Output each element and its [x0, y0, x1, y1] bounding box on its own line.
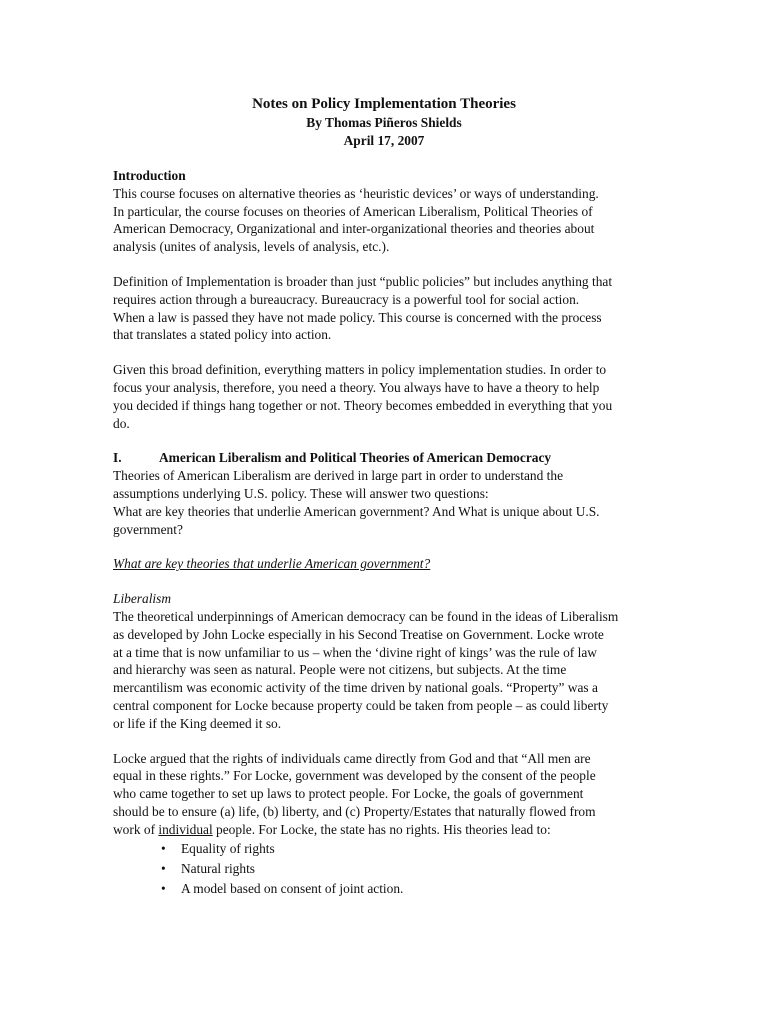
section-1-title: American Liberalism and Political Theories of American Democracy — [159, 450, 552, 466]
text-line: analysis (unites of analysis, levels of analysis, etc.). — [113, 239, 390, 255]
text-line — [113, 821, 683, 839]
list-item — [161, 839, 683, 859]
document-title: Notes on Policy Implementation Theories — [252, 96, 516, 112]
list-item — [161, 879, 683, 899]
liberalism-label: Liberalism — [113, 591, 172, 607]
theory-bullet-list — [113, 839, 683, 899]
text-line: government? — [113, 521, 183, 537]
section-1-subheading: What are key theories that underlie American government? — [113, 556, 431, 572]
document-body — [113, 167, 683, 899]
text-line: that translates a stated policy into action. — [113, 327, 332, 343]
text-line: What are key theories that underlie American government? And What is unique about U.S. — [113, 503, 600, 519]
intro-paragraph-1 — [113, 185, 683, 256]
section-1-number: I. — [113, 450, 122, 466]
text-line: American Democracy, Organizational and inter-organizational theories and theories about — [113, 221, 595, 237]
text-line: In particular, the course focuses on theories of American Liberalism, Political Theories of — [113, 203, 593, 219]
list-item — [161, 859, 683, 879]
bullet-icon: • — [161, 880, 166, 896]
text-line: as developed by John Locke especially in his Second Treatise on Government. Locke wrote — [113, 626, 604, 642]
text-line: Given this broad definition, everything matters in policy implementation studies. In order to — [113, 362, 607, 378]
text-line: assumptions underlying U.S. policy. These will answer two questions: — [113, 485, 489, 501]
text-line: equal in these rights.” For Locke, government was developed by the consent of the people — [113, 768, 596, 784]
section-1-heading — [113, 449, 683, 467]
list-item-text: Natural rights — [181, 860, 256, 876]
bullet-icon: • — [161, 840, 166, 856]
text-line: Locke argued that the rights of individuals came directly from God and that “All men are — [113, 750, 591, 766]
text-line: and hierarchy was seen as natural. People were not citizens, but subjects. At the time — [113, 662, 567, 678]
section-1-paragraph-1 — [113, 467, 683, 538]
text-line: should be to ensure (a) life, (b) liberty, and (c) Property/Estates that naturally flowed from — [113, 803, 596, 819]
text-line: mercantilism was economic activity of the time driven by national goals. “Property” was a — [113, 680, 598, 696]
document-header — [0, 94, 768, 150]
list-item-text: A model based on consent of joint action. — [181, 880, 404, 896]
section-1-paragraph-3 — [113, 750, 683, 839]
text-line: who came together to set up laws to protect people. For Locke, the goals of government — [113, 786, 584, 802]
text-line: This course focuses on alternative theories as ‘heuristic devices’ or ways of understanding. — [113, 185, 599, 201]
bullet-icon: • — [161, 860, 166, 876]
list-item-text: Equality of rights — [181, 840, 275, 856]
text-fragment: people. For Locke, the state has no rights. His theories lead to: — [212, 821, 551, 837]
underlined-word: individual — [158, 821, 213, 837]
intro-heading: Introduction — [113, 168, 186, 183]
intro-paragraph-2 — [113, 273, 683, 344]
text-line: do. — [113, 415, 130, 431]
text-line: at a time that is now unfamiliar to us – when the ‘divine right of kings’ was the rule of law — [113, 644, 597, 660]
intro-paragraph-3 — [113, 361, 683, 432]
text-line: you decided if things hang together or not. Theory becomes embedded in everything that you — [113, 397, 613, 413]
text-line: When a law is passed they have not made policy. This course is concerned with the process — [113, 309, 602, 325]
document-date: April 17, 2007 — [343, 133, 425, 148]
text-line: central component for Locke because property could be taken from people – as could liberty — [113, 697, 609, 713]
text-line: Definition of Implementation is broader than just “public policies” but includes anything that — [113, 273, 613, 289]
section-1-paragraph-2 — [113, 608, 683, 733]
text-line: requires action through a bureaucracy. Bureaucracy is a powerful tool for social action. — [113, 291, 580, 307]
text-line: Theories of American Liberalism are derived in large part in order to understand the — [113, 468, 564, 484]
text-line: The theoretical underpinnings of American democracy can be found in the ideas of Liberalism — [113, 608, 619, 624]
text-line: or life if the King deemed it so. — [113, 715, 282, 731]
text-fragment: work of — [113, 821, 159, 837]
text-line: focus your analysis, therefore, you need a theory. You always have to have a theory to help — [113, 379, 600, 395]
document-author: By Thomas Piñeros Shields — [306, 115, 462, 130]
